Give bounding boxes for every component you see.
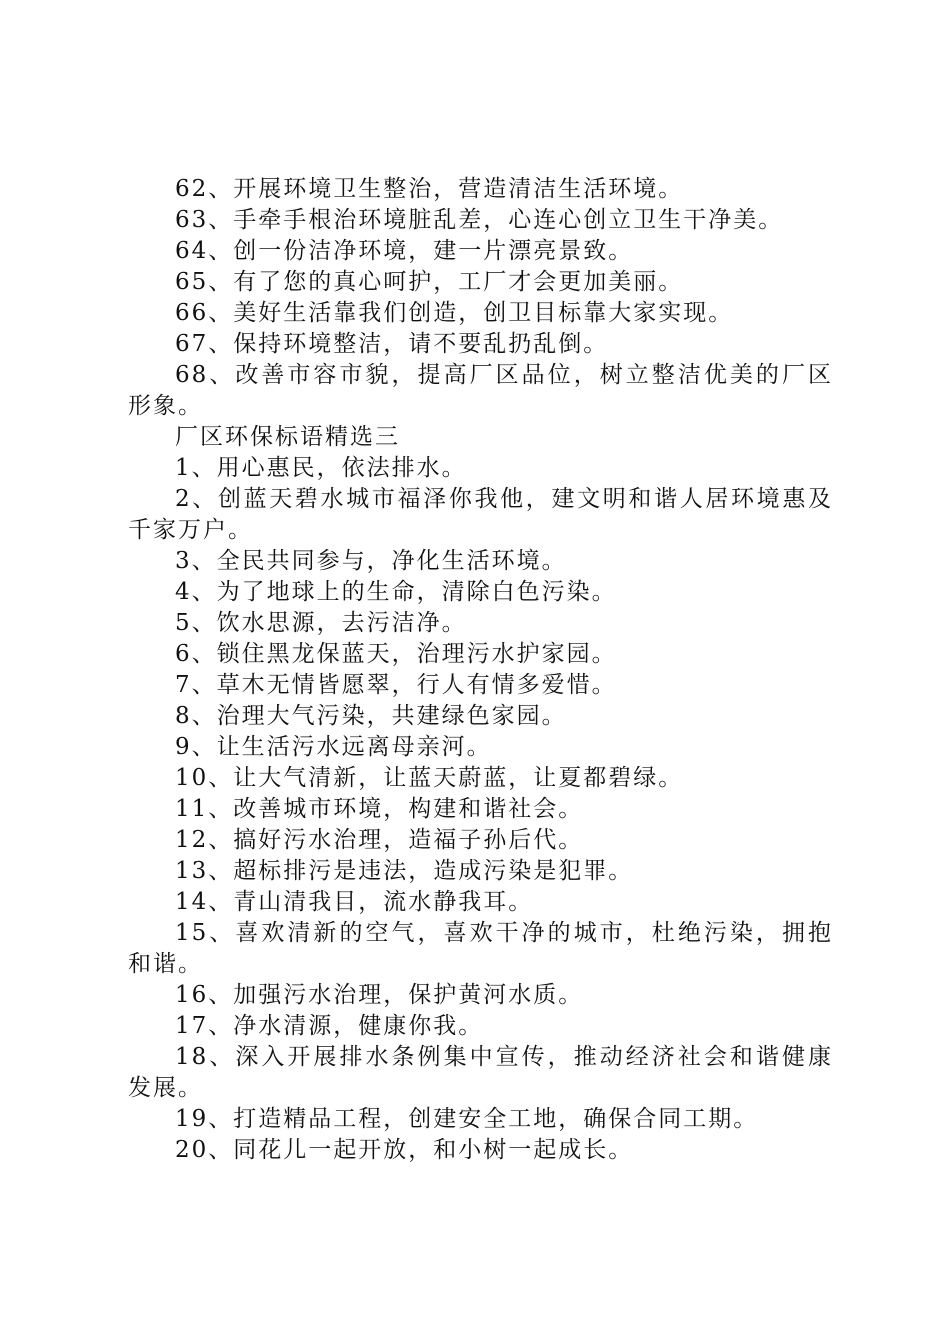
paragraph: 16、加强污水治理，保护黄河水质。 xyxy=(175,982,584,1008)
paragraph: 64、创一份洁净环境，建一片漂亮景致。 xyxy=(175,238,634,264)
paragraph: 20、同花儿一起开放，和小树一起成长。 xyxy=(175,1137,634,1163)
paragraph: 4、为了地球上的生命，清除白色污染。 xyxy=(175,579,617,605)
paragraph: 67、保持环境整洁，请不要乱扔乱倒。 xyxy=(175,331,609,357)
paragraph: 66、美好生活靠我们创造，创卫目标靠大家实现。 xyxy=(175,300,734,326)
paragraph: 11、改善城市环境，构建和谐社会。 xyxy=(175,796,584,822)
paragraph: 63、手牵手根治环境脏乱差，心连心创立卫生干净美。 xyxy=(175,207,784,233)
paragraph: 8、治理大气污染，共建绿色家园。 xyxy=(175,703,567,729)
paragraph: 65、有了您的真心呵护，工厂才会更加美丽。 xyxy=(175,269,684,295)
section-heading: 厂区环保标语精选三 xyxy=(175,424,400,450)
paragraph: 3、全民共同参与，净化生活环境。 xyxy=(175,548,567,574)
paragraph: 62、开展环境卫生整治，营造清洁生活环境。 xyxy=(175,176,684,202)
paragraph: 15、喜欢清新的空气，喜欢干净的城市，杜绝污染，拥抱和谐。 xyxy=(128,920,833,977)
paragraph: 2、创蓝天碧水城市福泽你我他，建文明和谐人居环境惠及千家万户。 xyxy=(128,486,833,543)
document-body xyxy=(128,174,833,1166)
paragraph: 5、饮水思源，去污洁净。 xyxy=(175,610,467,636)
paragraph: 6、锁住黑龙保蓝天，治理污水护家园。 xyxy=(175,641,617,667)
paragraph: 12、搞好污水治理，造福子孙后代。 xyxy=(175,827,584,853)
paragraph: 10、让大气清新，让蓝天蔚蓝，让夏都碧绿。 xyxy=(175,765,684,791)
paragraph: 14、青山清我目，流水静我耳。 xyxy=(175,889,534,915)
paragraph: 7、草木无情皆愿翠，行人有情多爱惜。 xyxy=(175,672,617,698)
paragraph: 9、让生活污水远离母亲河。 xyxy=(175,734,492,760)
paragraph: 18、深入开展排水条例集中宣传，推动经济社会和谐健康发展。 xyxy=(128,1044,833,1101)
paragraph: 19、打造精品工程，创建安全工地，确保合同工期。 xyxy=(175,1106,759,1132)
paragraph: 13、超标排污是违法，造成污染是犯罪。 xyxy=(175,858,634,884)
paragraph: 68、改善市容市貌，提高厂区品位，树立整洁优美的厂区形象。 xyxy=(128,362,833,419)
paragraph: 17、净水清源，健康你我。 xyxy=(175,1013,484,1039)
paragraph: 1、用心惠民，依法排水。 xyxy=(175,455,467,481)
